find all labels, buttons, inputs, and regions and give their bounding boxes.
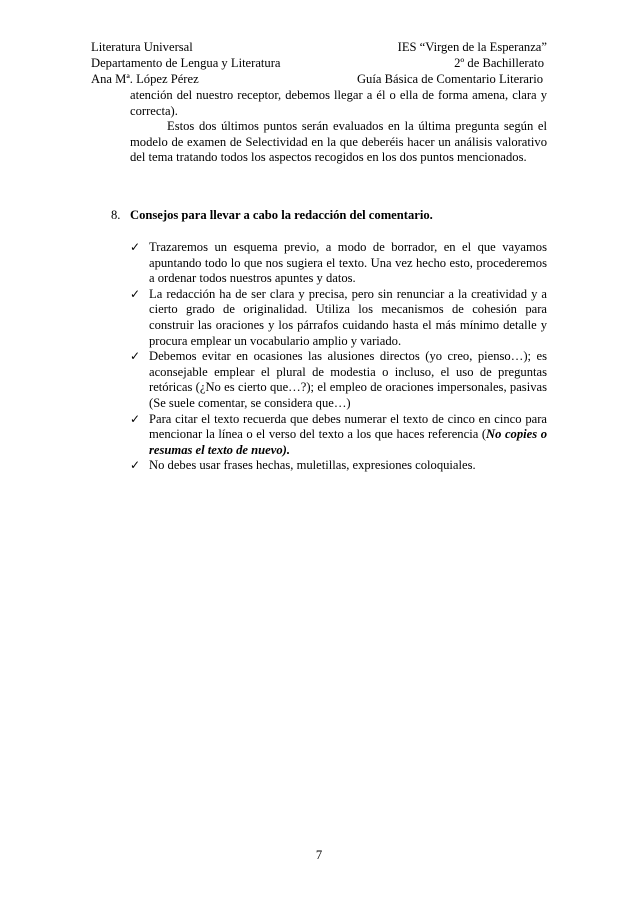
intro-continuation: atención del nuestro receptor, debemos llegar a él o ella de forma amena, clara y correcta). [130,88,547,118]
header-guide-title: Guía Básica de Comentario Literario [356,72,543,86]
header-course: 2º de Bachillerato [454,56,544,70]
list-item-text: No debes usar frases hechas, muletillas, expresiones coloquiales. [149,458,476,473]
list-item [130,287,547,349]
header-line-3 [91,72,547,88]
checkmark-icon: ✓ [130,411,141,426]
advice-list [130,240,547,474]
intro-paragraph: Estos dos últimos puntos serán evaluados en la última pregunta según el modelo de examen de Selectividad en la que deberéis hacer un análisis valorativo del tema tratando todos los aspectos recogidos en los dos puntos mencionados. [130,119,547,165]
section-title: Consejos para llevar a cabo la redacción del comentario. [130,208,433,222]
list-item-text: La redacción ha de ser clara y precisa, pero sin renunciar a la creatividad y a cierto grado de originalidad. Utiliza los mecanismos de cohesión para construir las oraciones y los párrafos cuidando hasta el más mínimo detalle y procura emplear un vocabulario amplio y variado. [149,286,547,348]
header-department: Departamento de Lengua y Literatura [91,56,281,70]
checkmark-icon: ✓ [130,458,141,473]
header-subject: Literatura Universal [91,40,193,54]
list-item [130,240,547,287]
header-author: Ana Mª. López Pérez [91,72,199,86]
list-item [130,349,547,411]
list-item-text: Para citar el texto recuerda que debes numerar el texto de cinco en cinco para mencionar la línea o el verso del texto a los que haces referencia ( [149,411,547,442]
section-heading [111,208,547,224]
section-number: 8. [111,208,121,222]
intro-text [130,88,547,166]
list-item-text: Trazaremos un esquema previo, a modo de borrador, en el que vayamos apuntando todo lo que nos sugiera el texto. Una vez hecho esto, procederemos a ordenar todos nuestros apuntes y datos. [149,240,547,286]
checkmark-icon: ✓ [130,349,141,364]
list-item [130,458,547,474]
page-number: 7 [315,848,323,862]
list-item-text: Debemos evitar en ocasiones las alusiones directos (yo creo, pienso…); es aconsejable emplear el plural de modestia o incluso, el uso de preguntas retóricas (¿No es cierto que…?); el empleo de oraciones impersonales, pasivas (Se suele comentar, se considera que…) [149,349,547,410]
list-item [130,412,547,459]
checkmark-icon: ✓ [130,240,141,254]
header-school: IES “Virgen de la Esperanza” [397,40,547,54]
header-line-1 [91,40,547,56]
list-item-emphasis: No copies o resumas el texto de nuevo). [149,427,547,457]
checkmark-icon: ✓ [130,286,141,301]
header-line-2 [91,56,547,72]
